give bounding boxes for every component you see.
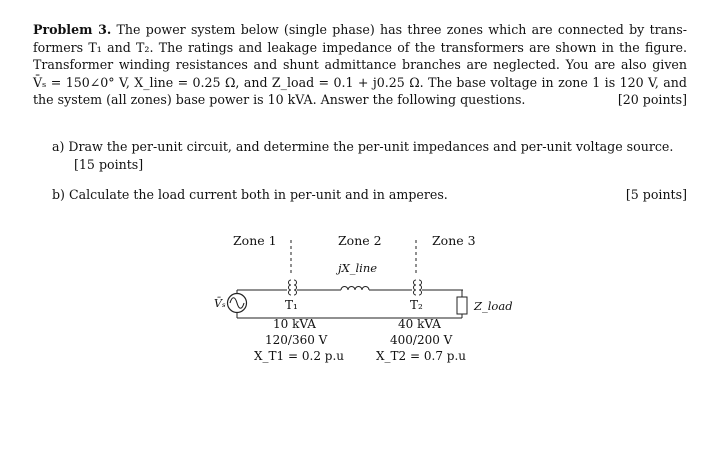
t2-voltage: 400/200 V [390,333,453,347]
problem-text-1: The power system below (single phase) has three zones which are connected by trans- [111,22,687,37]
load-label: Z_load [474,299,513,313]
zone-3-label: Zone 3 [432,233,476,248]
zone-1-label: Zone 1 [233,233,277,248]
problem-label: Problem 3. [33,22,112,37]
question-a-points: [15 points] [74,156,144,172]
t2-impedance: X_T2 = 0.7 p.u [376,349,466,363]
t1-voltage: 120/360 V [265,333,328,347]
t1-impedance: X_T1 = 0.2 p.u [254,349,344,363]
t1-rating: 10 kVA [273,317,316,331]
t2-name: T₂ [410,298,423,312]
problem-line-4: V̄ₛ = 150∠0° V, X_line = 0.25 Ω, and Z_load = 0.1 + j0.25 Ω. The base voltage in zone 1 is 120 V, and [33,74,687,90]
t1-name: T₁ [285,298,298,312]
source-label: V̄ₛ [214,297,226,310]
load-impedance-icon [457,297,467,314]
zone-2-label: Zone 2 [338,233,382,248]
problem-line-3: Transformer winding resistances and shunt admittance branches are neglected. You are also given [33,57,687,73]
problem-text-5: the system (all zones) base power is 10 kVA. Answer the following questions. [33,92,526,108]
right-wire-mask [463,288,493,292]
question-b-points: [5 points] [625,187,687,202]
problem-points: [20 points] [617,92,687,108]
line-reactance-label: jX_line [338,261,378,275]
t2-rating: 40 kVA [398,317,441,331]
question-b-text: b) Calculate the load current both in per-unit and in amperes. [52,187,448,202]
question-a-text: a) Draw the per-unit circuit, and determine the per-unit impedances and per-unit voltage source. [52,139,674,154]
problem-line-2: formers T₁ and T₂. The ratings and leakage impedance of the transformers are shown in the figure. [33,39,687,55]
